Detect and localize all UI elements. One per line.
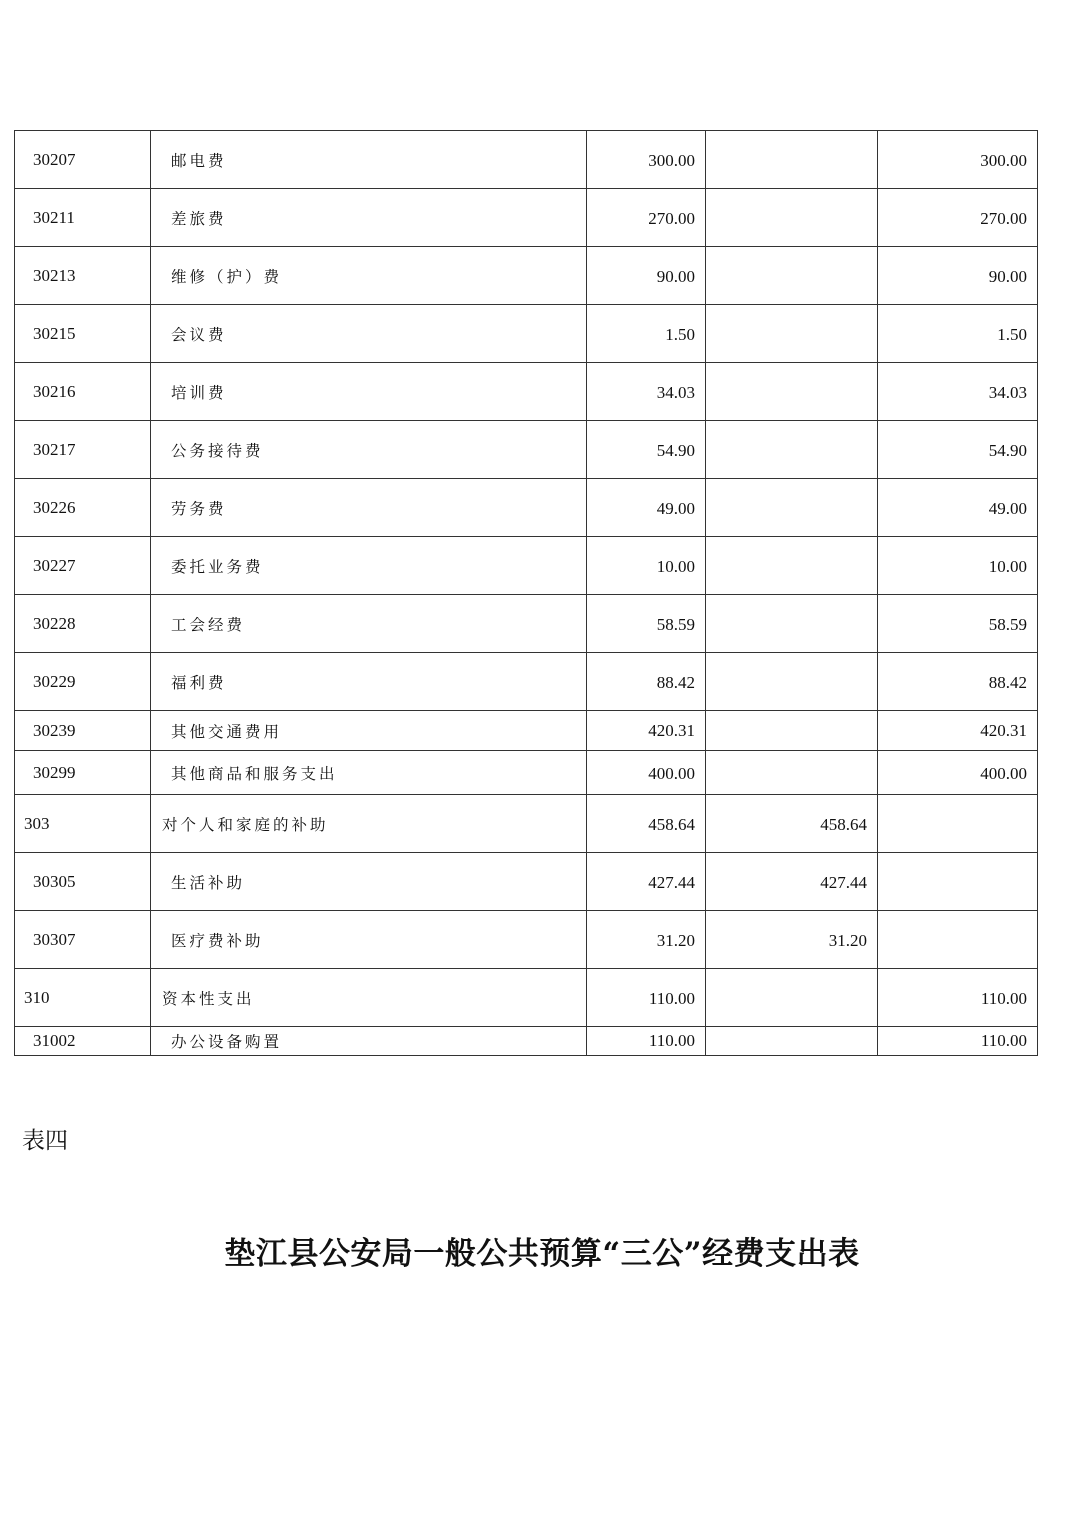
total-cell: 420.31 bbox=[587, 711, 706, 751]
table-row bbox=[15, 189, 1038, 247]
total-cell: 110.00 bbox=[587, 1027, 706, 1056]
project-expenditure-cell: 420.31 bbox=[878, 711, 1038, 751]
document-title: 垫江县公安局一般公共预算“三公”经费支出表 bbox=[224, 1236, 860, 1272]
econ-name-cell: 福利费 bbox=[151, 653, 587, 711]
table-row bbox=[15, 479, 1038, 537]
total-cell: 400.00 bbox=[587, 751, 706, 795]
econ-code-cell: 30211 bbox=[15, 189, 151, 247]
total-cell: 88.42 bbox=[587, 653, 706, 711]
total-cell: 10.00 bbox=[587, 537, 706, 595]
table-row bbox=[15, 305, 1038, 363]
econ-code-cell: 30299 bbox=[15, 751, 151, 795]
basic-expenditure-cell bbox=[706, 131, 878, 189]
total-cell: 58.59 bbox=[587, 595, 706, 653]
basic-expenditure-cell bbox=[706, 711, 878, 751]
econ-name-cell: 其他商品和服务支出 bbox=[151, 751, 587, 795]
econ-name-cell: 医疗费补助 bbox=[151, 911, 587, 969]
project-expenditure-cell: 54.90 bbox=[878, 421, 1038, 479]
budget-expenditure-table bbox=[14, 130, 1038, 1056]
econ-name-cell: 办公设备购置 bbox=[151, 1027, 587, 1056]
econ-name-cell: 会议费 bbox=[151, 305, 587, 363]
econ-code-cell: 303 bbox=[15, 795, 151, 853]
basic-expenditure-cell: 458.64 bbox=[706, 795, 878, 853]
project-expenditure-cell bbox=[878, 795, 1038, 853]
econ-name-cell: 工会经费 bbox=[151, 595, 587, 653]
project-expenditure-cell: 49.00 bbox=[878, 479, 1038, 537]
basic-expenditure-cell bbox=[706, 189, 878, 247]
table-number-label: 表四 bbox=[22, 1128, 68, 1154]
basic-expenditure-cell bbox=[706, 969, 878, 1027]
table-row bbox=[15, 795, 1038, 853]
total-cell: 300.00 bbox=[587, 131, 706, 189]
basic-expenditure-cell bbox=[706, 479, 878, 537]
basic-expenditure-cell: 31.20 bbox=[706, 911, 878, 969]
basic-expenditure-cell bbox=[706, 1027, 878, 1056]
econ-code-cell: 30207 bbox=[15, 131, 151, 189]
econ-code-cell: 31002 bbox=[15, 1027, 151, 1056]
basic-expenditure-cell bbox=[706, 653, 878, 711]
total-cell: 110.00 bbox=[587, 969, 706, 1027]
basic-expenditure-cell bbox=[706, 537, 878, 595]
project-expenditure-cell: 400.00 bbox=[878, 751, 1038, 795]
project-expenditure-cell: 110.00 bbox=[878, 969, 1038, 1027]
econ-name-cell: 委托业务费 bbox=[151, 537, 587, 595]
table-row bbox=[15, 969, 1038, 1027]
table-row bbox=[15, 537, 1038, 595]
table-row bbox=[15, 751, 1038, 795]
econ-code-cell: 30307 bbox=[15, 911, 151, 969]
table-row bbox=[15, 247, 1038, 305]
table-row bbox=[15, 363, 1038, 421]
econ-name-cell: 差旅费 bbox=[151, 189, 587, 247]
econ-code-cell: 30239 bbox=[15, 711, 151, 751]
table-row bbox=[15, 595, 1038, 653]
total-cell: 54.90 bbox=[587, 421, 706, 479]
econ-code-cell: 30226 bbox=[15, 479, 151, 537]
table-row bbox=[15, 911, 1038, 969]
project-expenditure-cell bbox=[878, 911, 1038, 969]
econ-code-cell: 310 bbox=[15, 969, 151, 1027]
project-expenditure-cell: 1.50 bbox=[878, 305, 1038, 363]
basic-expenditure-cell bbox=[706, 305, 878, 363]
basic-expenditure-cell: 427.44 bbox=[706, 853, 878, 911]
table-row bbox=[15, 653, 1038, 711]
econ-name-cell: 其他交通费用 bbox=[151, 711, 587, 751]
table-row bbox=[15, 131, 1038, 189]
project-expenditure-cell: 34.03 bbox=[878, 363, 1038, 421]
project-expenditure-cell: 10.00 bbox=[878, 537, 1038, 595]
total-cell: 270.00 bbox=[587, 189, 706, 247]
econ-name-cell: 对个人和家庭的补助 bbox=[151, 795, 587, 853]
total-cell: 49.00 bbox=[587, 479, 706, 537]
econ-code-cell: 30217 bbox=[15, 421, 151, 479]
total-cell: 427.44 bbox=[587, 853, 706, 911]
econ-code-cell: 30213 bbox=[15, 247, 151, 305]
project-expenditure-cell: 58.59 bbox=[878, 595, 1038, 653]
basic-expenditure-cell bbox=[706, 247, 878, 305]
table-row bbox=[15, 711, 1038, 751]
basic-expenditure-cell bbox=[706, 421, 878, 479]
total-cell: 1.50 bbox=[587, 305, 706, 363]
table-row bbox=[15, 1027, 1038, 1056]
project-expenditure-cell bbox=[878, 853, 1038, 911]
project-expenditure-cell: 300.00 bbox=[878, 131, 1038, 189]
econ-name-cell: 公务接待费 bbox=[151, 421, 587, 479]
basic-expenditure-cell bbox=[706, 595, 878, 653]
project-expenditure-cell: 90.00 bbox=[878, 247, 1038, 305]
econ-code-cell: 30216 bbox=[15, 363, 151, 421]
basic-expenditure-cell bbox=[706, 363, 878, 421]
table-row bbox=[15, 853, 1038, 911]
econ-name-cell: 生活补助 bbox=[151, 853, 587, 911]
econ-code-cell: 30305 bbox=[15, 853, 151, 911]
project-expenditure-cell: 270.00 bbox=[878, 189, 1038, 247]
econ-code-cell: 30227 bbox=[15, 537, 151, 595]
econ-code-cell: 30228 bbox=[15, 595, 151, 653]
table-row bbox=[15, 421, 1038, 479]
project-expenditure-cell: 88.42 bbox=[878, 653, 1038, 711]
econ-code-cell: 30215 bbox=[15, 305, 151, 363]
basic-expenditure-cell bbox=[706, 751, 878, 795]
econ-name-cell: 资本性支出 bbox=[151, 969, 587, 1027]
total-cell: 90.00 bbox=[587, 247, 706, 305]
total-cell: 31.20 bbox=[587, 911, 706, 969]
econ-name-cell: 培训费 bbox=[151, 363, 587, 421]
econ-name-cell: 邮电费 bbox=[151, 131, 587, 189]
total-cell: 34.03 bbox=[587, 363, 706, 421]
econ-code-cell: 30229 bbox=[15, 653, 151, 711]
project-expenditure-cell: 110.00 bbox=[878, 1027, 1038, 1056]
econ-name-cell: 维修（护）费 bbox=[151, 247, 587, 305]
econ-name-cell: 劳务费 bbox=[151, 479, 587, 537]
total-cell: 458.64 bbox=[587, 795, 706, 853]
